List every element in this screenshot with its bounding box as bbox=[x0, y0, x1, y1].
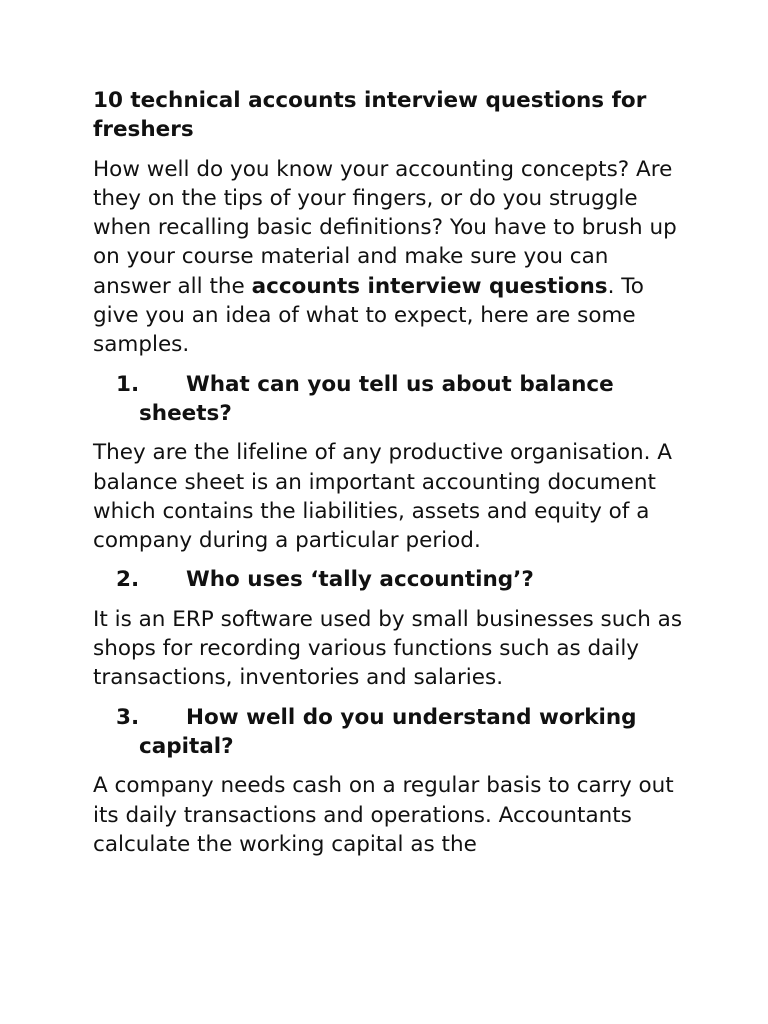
intro-paragraph bbox=[93, 155, 683, 360]
question-text: How well do you understand working capital? bbox=[139, 704, 637, 759]
intro-text-end: . To give you an idea of what to expect, here are some samples. bbox=[93, 273, 644, 358]
question-2 bbox=[93, 565, 683, 594]
question-number: 1. bbox=[116, 371, 140, 397]
intro-text-start: How well do you know your accounting concepts? Are they on the tips of your fingers, or do you struggle when recalling basic definitions? You have to brush up on your course material and make sure you can answer all the bbox=[93, 156, 677, 299]
answer-2: It is an ERP software used by small businesses such as shops for recording various functions such as daily transactions, inventories and salaries. bbox=[93, 606, 683, 691]
question-text: What can you tell us about balance sheets? bbox=[139, 371, 614, 426]
question-number: 2. bbox=[116, 567, 140, 593]
answer-1: They are the lifeline of any productive organisation. A balance sheet is an important accounting document which contains the liabilities, assets and equity of a company during a particular period. bbox=[93, 440, 672, 554]
question-3 bbox=[93, 703, 683, 762]
document-title: 10 technical accounts interview questions for freshers bbox=[93, 88, 647, 143]
question-number: 3. bbox=[116, 704, 140, 730]
question-text: Who uses ‘tally accounting’? bbox=[186, 567, 534, 593]
intro-bold-phrase: accounts interview questions bbox=[251, 273, 608, 299]
document-page bbox=[93, 86, 683, 869]
answer-3: A company needs cash on a regular basis to carry out its daily transactions and operations. Accountants calculate the working capital as the bbox=[93, 773, 674, 857]
question-1 bbox=[93, 370, 683, 429]
